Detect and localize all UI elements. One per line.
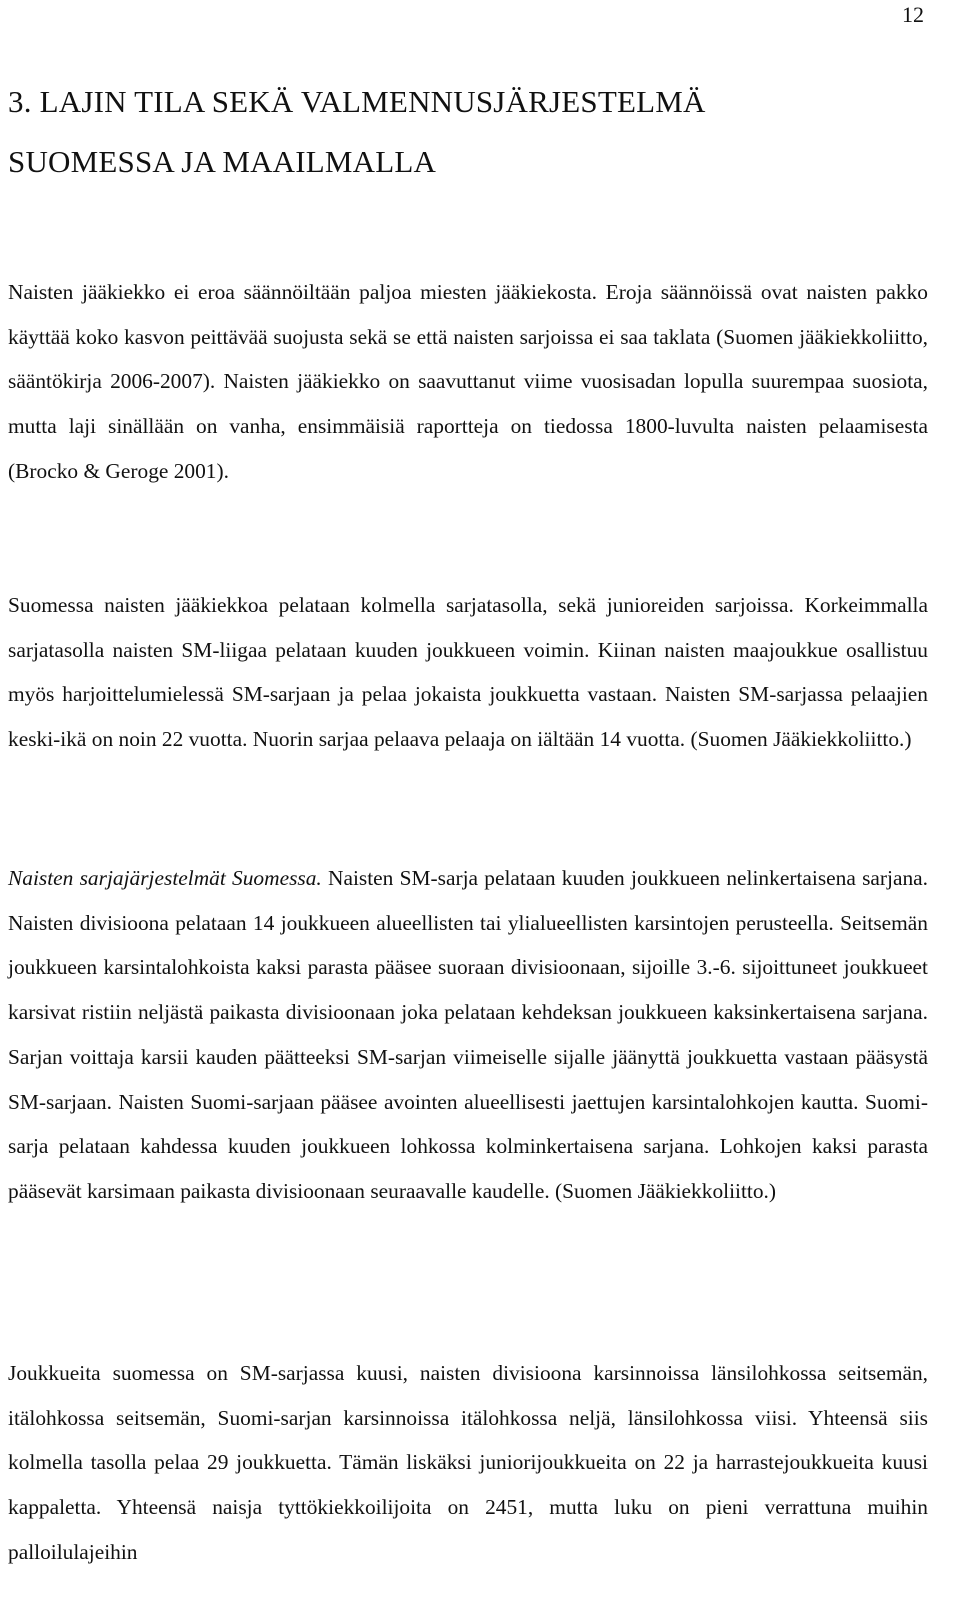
paragraph-finland-leagues: Suomessa naisten jääkiekkoa pelataan kolmella sarjatasolla, sekä junioreiden sarjoissa. Korkeimmalla sarjatasolla naisten SM-liigaa pelataan kuuden joukkueen voimin. Kiinan naisten maajoukkue osallistuu myös harjoittelumielessä SM-sarjaan ja pelaa jokaista joukkuetta vastaan. Naisten SM-sarjassa pelaajien keski-ikä on noin 22 vuotta. Nuorin sarjaa pelaava pelaaja on iältään 14 vuotta. (Suomen Jääkiekkoliitto.)	[8, 593, 928, 752]
paragraph-league-systems-lead: Naisten sarjajärjestelmät Suomessa.	[8, 866, 322, 890]
paragraph-team-counts: Joukkueita suomessa on SM-sarjassa kuusi, naisten divisioona karsinnoissa länsilohkossa seitsemän, itälohkossa seitsemän, Suomi-sarjan karsinnoissa itälohkossa neljä, länsilohkossa viisi. Yhteensä siis kolmella tasolla pelaa 29 joukkuetta. Tämän liskäksi juniorijoukkueita on 22 ja harrastejoukkueita kuusi kappaletta. Yhteensä naisja tyttökiekkoilijoita on 2451, mutta luku on pieni verrattuna muihin palloilulajeihin	[8, 1361, 928, 1564]
paragraph-league-systems	[8, 856, 928, 1214]
page-number: 12	[902, 2, 924, 27]
paragraph-league-systems-body: Naisten SM-sarja pelataan kuuden joukkueen nelinkertaisena sarjana. Naisten divisioona pelataan 14 joukkueen alueellisten tai ylialueellisten karsintojen perusteella. Seitsemän joukkueen karsintalohkoista kaksi parasta pääsee suoraan divisioonaan, sijoille 3.-6. sijoittuneet joukkueet karsivat ristiin neljästä paikasta divisioonaan joka pelataan kehdeksan joukkueen kaksinkertaisena sarjana. Sarjan voittaja karsii kauden päätteeksi SM-sarjan viimeiselle sijalle jäänyttä joukkuetta vastaan pääsystä SM-sarjaan. Naisten Suomi-sarjaan pääsee avointen alueellisesti jaettujen karsintalohkojen kautta. Suomi-sarja pelataan kahdessa kuuden joukkueen lohkossa kolminkertaisena sarjana. Lohkojen kaksi parasta pääsevät karsimaan paikasta divisioonaan seuraavalle kaudelle. (Suomen Jääkiekkoliitto.)	[8, 866, 928, 1203]
section-heading-line-1: 3. LAJIN TILA SEKÄ VALMENNUSJÄRJESTELMÄ	[8, 84, 706, 119]
section-heading-line-2: SUOMESSA JA MAAILMALLA	[8, 144, 437, 179]
paragraph-rules: Naisten jääkiekko ei eroa säännöiltään paljoa miesten jääkiekosta. Eroja säännöissä ovat naisten pakko käyttää koko kasvon peittävää suojusta sekä se että naisten sarjoissa ei saa taklata (Suomen jääkiekkoliitto, sääntökirja 2006-2007). Naisten jääkiekko on saavuttanut viime vuosisadan lopulla suurempaa suosiota, mutta laji sinällään on vanha, ensimmäisiä raportteja on tiedossa 1800-luvulta naisten pelaamisesta (Brocko & Geroge 2001).	[8, 280, 928, 483]
section-heading	[8, 72, 908, 192]
